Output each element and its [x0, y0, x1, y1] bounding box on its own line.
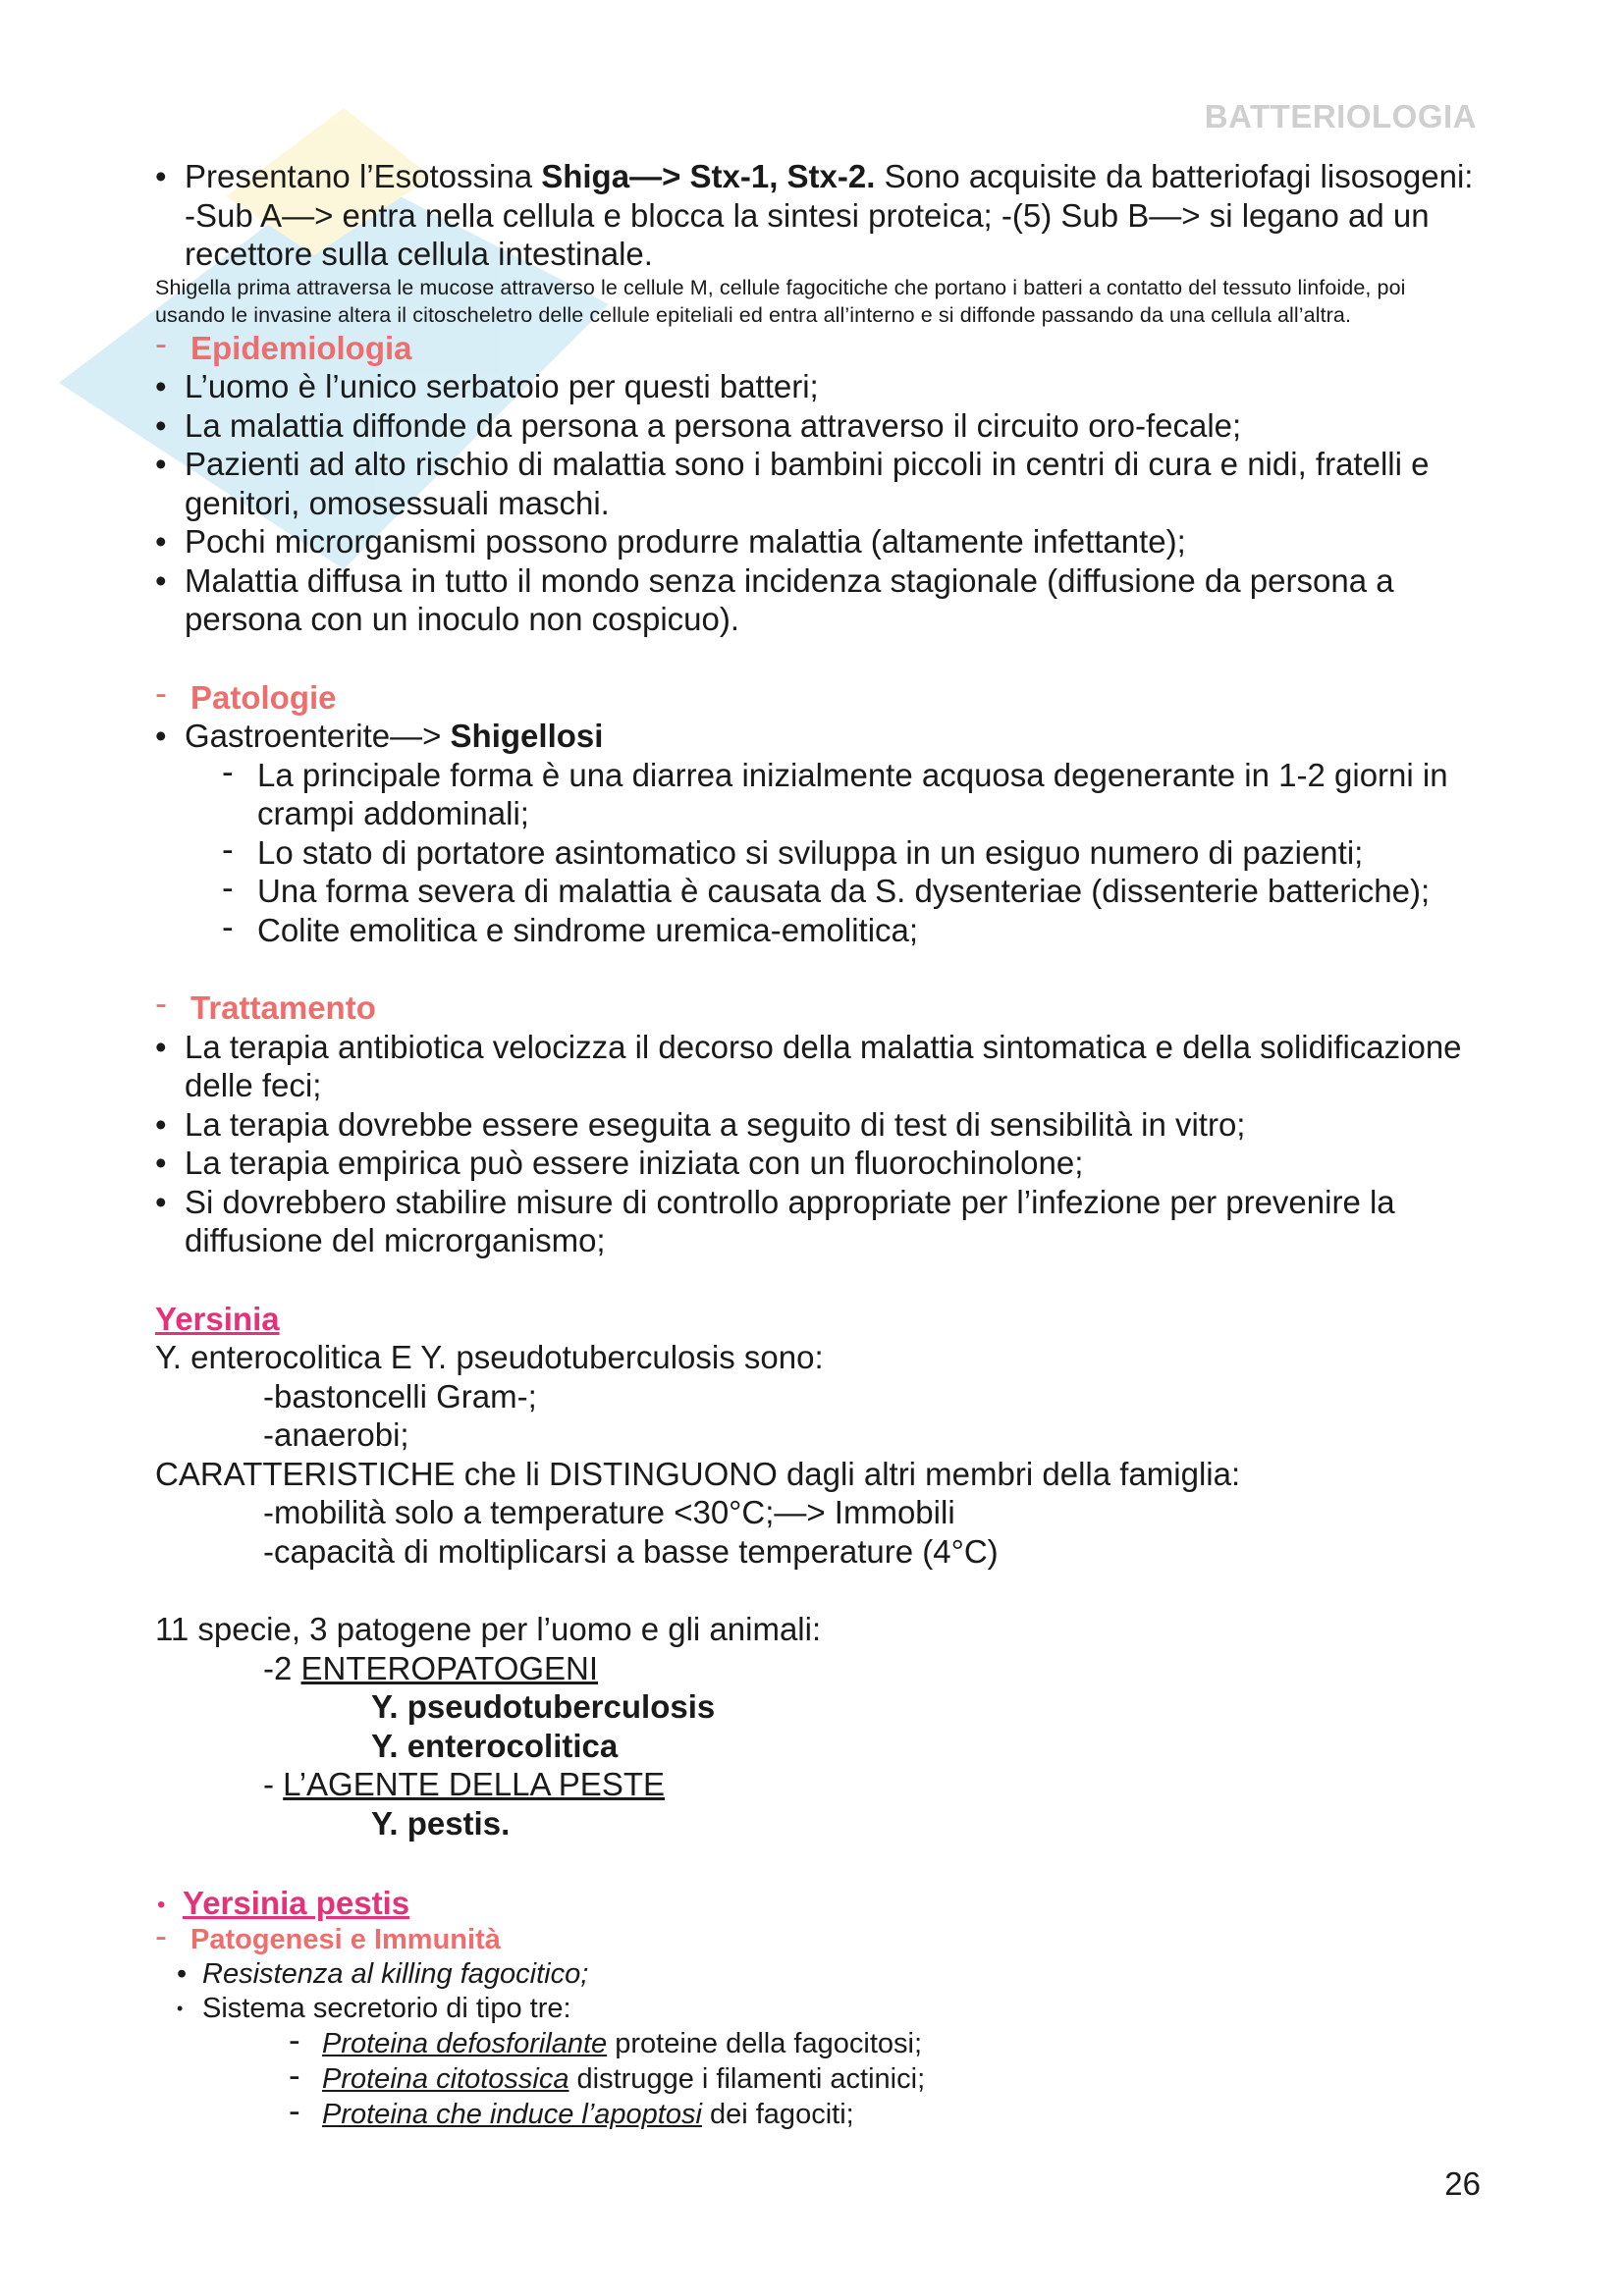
- list-item: • Pochi microrganismi possono produrre malattia (altamente infettante);: [155, 522, 1481, 561]
- yersinia-line: CARATTERISTICHE che li DISTINGUONO dagli altri membri della famiglia:: [155, 1455, 1241, 1492]
- yersinia-line: Y. enterocolitica E Y. pseudotuberculosis sono:: [155, 1339, 824, 1375]
- section-patologie-title: - Patologie: [155, 678, 1481, 718]
- section-pestis-title: • Yersinia pestis: [155, 1884, 1481, 1923]
- list-item: • La terapia dovrebbe essere eseguita a seguito di test di sensibilità in vitro;: [155, 1105, 1481, 1145]
- enteropatogeni-label: -2 ENTEROPATOGENI: [263, 1649, 599, 1686]
- sub-list-item: - Proteina citotossica distrugge i filamenti actinici;: [155, 2061, 1481, 2097]
- section-epidemiologia-title: - Epidemiologia: [155, 329, 1481, 368]
- page-number: 26: [1444, 2165, 1481, 2202]
- section-pestis-subtitle: - Patogenesi e Immunità: [155, 1923, 1481, 1957]
- list-item: • L’uomo è l’unico serbatoio per questi batteri;: [155, 367, 1481, 406]
- sub-list-item: - Proteina defosforilante proteine della fagocitosi;: [155, 2026, 1481, 2061]
- list-item: • La malattia diffonde da persona a persona attraverso il circuito oro-fecale;: [155, 406, 1481, 446]
- yersinia-prop: -mobilità solo a temperature <30°C;—> Immobili: [263, 1494, 955, 1530]
- peste-label: - L’AGENTE DELLA PESTE: [263, 1766, 666, 1802]
- sub-list-item: - Lo stato di portatore asintomatico si sviluppa in un esiguo numero di pazienti;: [155, 833, 1481, 873]
- yersinia-prop: -anaerobi;: [263, 1416, 409, 1453]
- list-item: • Pazienti ad alto rischio di malattia sono i bambini piccoli in centri di cura e nidi, fratelli e genitori, omosessuali maschi.: [155, 445, 1481, 522]
- species-name: Y. pseudotuberculosis: [371, 1688, 716, 1725]
- list-item: • Gastroenterite—> Shigellosi: [155, 717, 1481, 756]
- sub-list-item: - Colite emolitica e sindrome uremica-emolitica;: [155, 911, 1481, 950]
- section-yersinia-title: Yersinia: [155, 1300, 280, 1337]
- list-item: • Sistema secretorio di tipo tre:: [177, 1992, 1481, 2026]
- list-item: • Si dovrebbero stabilire misure di controllo appropriate per l’infezione per prevenire la diffusione del microrganismo;: [155, 1183, 1481, 1260]
- section-trattamento-title: - Trattamento: [155, 988, 1481, 1028]
- yersinia-prop: -bastoncelli Gram-;: [263, 1377, 537, 1415]
- list-item: • Resistenza al killing fagocitico;: [177, 1957, 1481, 1992]
- sub-list-item: - Proteina che induce l’apoptosi dei fagociti;: [155, 2097, 1481, 2132]
- yersinia-species-line: 11 specie, 3 patogene per l’uomo e gli animali:: [155, 1611, 822, 1647]
- header-title: BATTERIOLOGIA: [1204, 98, 1477, 134]
- intro-paragraph: • Presentano l’Esotossina Shiga—> Stx-1, Stx-2. Sono acquisite da batteriofagi lisosogeni: -Sub A—> entra nella cellula e blocca la sintesi proteica; -(5) Sub B—> si legano ad un recettore sulla cellula intestinale.: [155, 157, 1481, 274]
- sub-list-item: - Una forma severa di malattia è causata da S. dysenteriae (dissenterie batteriche);: [155, 872, 1481, 911]
- yersinia-prop: -capacità di moltiplicarsi a basse temperature (4°C): [263, 1532, 999, 1570]
- document-body: [155, 157, 1481, 2132]
- species-name: Y. enterocolitica: [371, 1727, 619, 1764]
- list-item: • Malattia diffusa in tutto il mondo senza incidenza stagionale (diffusione da persona a persona con un inoculo non cospicuo).: [155, 561, 1481, 639]
- list-item: • La terapia empirica può essere iniziata con un fluorochinolone;: [155, 1144, 1481, 1183]
- list-item: • La terapia antibiotica velocizza il decorso della malattia sintomatica e della solidificazione delle feci;: [155, 1028, 1481, 1105]
- species-name: Y. pestis.: [371, 1804, 511, 1842]
- sub-list-item: - La principale forma è una diarrea inizialmente acquosa degenerante in 1-2 giorni in crampi addominali;: [155, 756, 1481, 833]
- intro-note: Shigella prima attraversa le mucose attraverso le cellule M, cellule fagocitiche che portano i batteri a contatto del tessuto linfoide, poi usando le invasine altera il citoscheletro delle cellule epiteliali ed entra all’interno e si diffonde passando da una cellula all’altra.: [155, 275, 1406, 327]
